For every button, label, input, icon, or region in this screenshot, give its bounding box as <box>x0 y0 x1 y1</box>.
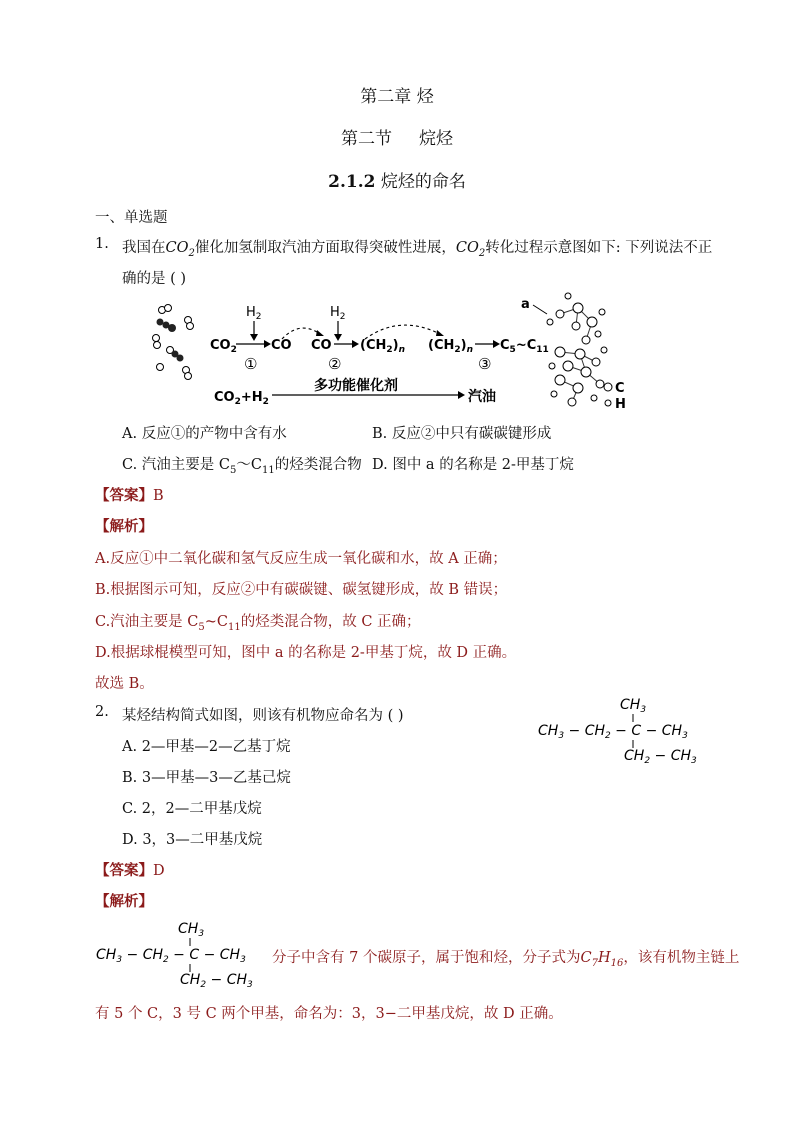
q1-explain-line-d: D.根据球棍模型可知，图中 a 的名称是 2-甲基丁烷，故 D 正确。 <box>95 645 517 661</box>
label-a: a <box>521 297 530 312</box>
q2-structure-formula <box>536 694 716 772</box>
q1-explain-line-b: B.根据图示可知，反应②中有碳碳键、碳氢键形成，故 B 错误； <box>95 582 508 598</box>
co-species-2: CO <box>311 338 332 353</box>
svg-text:CH3: $CH_3$ <box>178 921 205 939</box>
q2-option-b[interactable]: B. 3—甲基—3—乙基己烷 <box>122 770 291 786</box>
answer-label-2: 【答案】 <box>95 862 153 879</box>
q2-stem: 某烃结构简式如图，则该有机物应命名为 ( ) <box>122 708 404 724</box>
co2-formula-2: $CO_2$ <box>455 240 486 259</box>
q1-stem-line2: 确的是 ( ) <box>122 271 187 287</box>
lesson-title <box>0 167 794 192</box>
co2-molecule-cluster <box>153 305 194 380</box>
co2-formula: $CO_2$ <box>165 240 195 259</box>
q1-stem-line1 <box>122 236 712 259</box>
q1-explain-line-a: A.反应①中二氧化碳和氢气反应生成一氧化碳和水，故 A 正确； <box>95 551 507 567</box>
q1-explain-line-c: C.汽油主要是 $C_5\sim C_{11}$的烃类混合物，故 C 正确； <box>95 614 421 633</box>
q1-conclusion: 故选 B。 <box>95 676 154 692</box>
svg-text:CH3 − CH2 − C − CH3: $CH_3 - CH_2 - C - CH_3$ <box>538 723 688 741</box>
legend-carbon-swatch <box>604 383 612 391</box>
h2-label-1: $H_2$ <box>246 305 262 322</box>
lesson-name: 烷烃的命名 <box>380 172 466 192</box>
co-species-1: CO <box>271 338 292 353</box>
q1-option-a[interactable]: A. 反应①的产物中含有水 <box>122 426 287 442</box>
svg-text:CH3: $CH_3$ <box>620 697 647 715</box>
h2-label-2: $H_2$ <box>330 305 346 322</box>
product-label: 汽油 <box>468 389 496 405</box>
section-name: 烷烃 <box>419 129 454 149</box>
q1-stem-a: 我国在 <box>122 240 166 256</box>
ch2n-species-1: $(CH_2)_n$ <box>360 338 406 355</box>
part-heading: 一、单选题 <box>95 210 168 226</box>
section-title <box>0 124 794 149</box>
catalyst-label: 多功能催化剂 <box>314 378 398 394</box>
legend-hydrogen-label: H <box>615 397 626 412</box>
svg-text:CH2 − CH3: $CH_2 - CH_3$ <box>624 748 697 766</box>
q2-option-c[interactable]: C. 2，2—二甲基戊烷 <box>122 801 262 817</box>
q2-explain-line-1: 分子中含有 7 个碳原子，属于饱和烃，分子式为$C_7H_{16}$，该有机物主链上 <box>272 950 740 969</box>
q1-answer <box>95 484 164 505</box>
q2-explain-label: 【解析】 <box>95 893 153 910</box>
co2-species: $CO_2$ <box>210 338 237 355</box>
chapter-title: 第二章 烃 <box>360 87 434 107</box>
q1-stem-c: 转化过程示意图如下: 下列说法不正 <box>485 240 713 256</box>
c5-c11-species: $C_5\sim C_{11}$ <box>500 338 549 355</box>
legend-hydrogen-swatch <box>605 400 611 406</box>
q2-number: 2. <box>95 704 109 720</box>
lesson-number: 2.1.2 <box>328 172 376 192</box>
q1-explain-label: 【解析】 <box>95 518 153 535</box>
q2-explain-structure <box>94 918 270 992</box>
co2-conversion-figure <box>140 292 640 417</box>
q1-number: 1. <box>95 236 109 252</box>
q1-option-d[interactable]: D. 图中 a 的名称是 2-甲基丁烷 <box>372 457 574 473</box>
svg-text:CH3 − CH2 − C − CH3: $CH_3 - CH_2 - C - CH_3$ <box>96 947 246 965</box>
q1-option-c[interactable]: C. 汽油主要是 $C_5\sim C_{11}$的烃类混合物 <box>122 457 362 476</box>
step-2-marker: ② <box>328 355 342 373</box>
q2-option-d[interactable]: D. 3，3—二甲基戊烷 <box>122 832 263 848</box>
q2-explain-line-2: 有 5 个 C，3 号 C 两个甲基，命名为：3，3−二甲基戊烷，故 D 正确。 <box>95 1006 563 1022</box>
section-number: 第二节 <box>340 129 392 149</box>
molecular-formula: $C_7H_{16}$ <box>580 950 624 969</box>
q1-option-b[interactable]: B. 反应②中只有碳碳键形成 <box>372 426 552 442</box>
legend-carbon-label: C <box>615 381 625 396</box>
answer-value: B <box>153 488 164 504</box>
step-1-marker: ① <box>244 355 258 373</box>
answer-value-2: D <box>153 863 165 879</box>
overall-reactants: $CO_2+H_2$ <box>214 390 269 407</box>
step-3-marker: ③ <box>478 355 492 373</box>
q2-answer <box>95 859 165 880</box>
q2-option-a[interactable]: A. 2—甲基—2—乙基丁烷 <box>122 739 291 755</box>
svg-text:CH2 − CH3: $CH_2 - CH_3$ <box>180 972 253 990</box>
answer-label: 【答案】 <box>95 487 153 504</box>
ch2n-species-2: $(CH_2)_n$ <box>428 338 474 355</box>
q1-stem-b: 催化加氢制取汽油方面取得突破性进展， <box>194 240 456 256</box>
